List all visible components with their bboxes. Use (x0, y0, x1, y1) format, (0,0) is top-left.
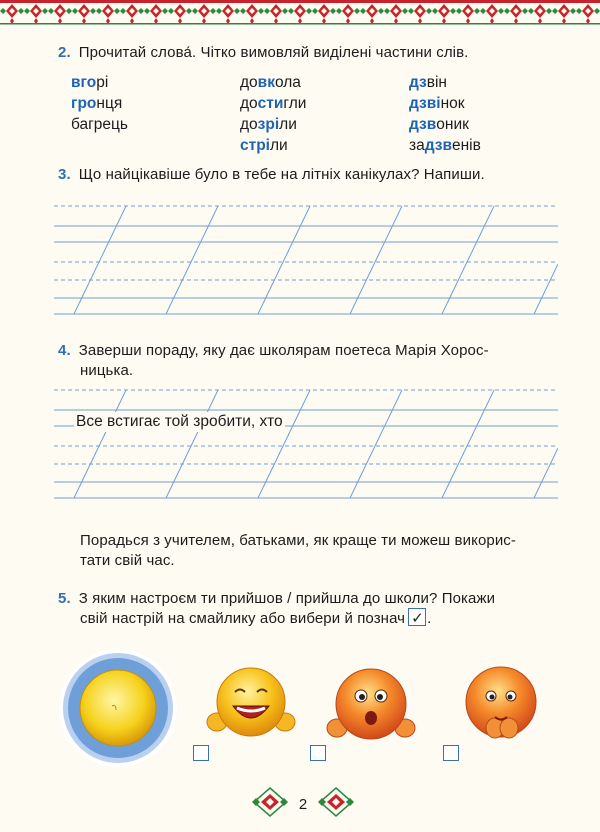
task5-text-1: З яким настроєм ти прийшов / прийшла до школи? Покажи (78, 590, 496, 607)
word-part: ола (274, 74, 301, 91)
task4-number: 4. (58, 342, 71, 359)
word-part: до (240, 116, 258, 133)
word-item (409, 93, 481, 114)
highlighted-syllable: зрі (257, 116, 280, 133)
task3-instruction: Що найцікавіше було в тебе на літніх канікулах? Напиши. (78, 166, 485, 183)
word-part: енів (452, 137, 481, 154)
word-item (240, 93, 306, 114)
word-part: гли (283, 95, 307, 112)
page-number: 2 (298, 796, 308, 813)
task2-instruction: Прочитай слова́. Чітко вимовляй виділені частини слів. (78, 44, 469, 61)
word-part: багрець (71, 116, 128, 133)
word-part: він (426, 74, 447, 91)
word-item (240, 135, 306, 156)
word-part: до (240, 95, 258, 112)
surprised-smiley-icon (325, 662, 417, 748)
advice-line2: тати свій час. (80, 552, 175, 569)
checkbox-laughing[interactable] (193, 745, 209, 761)
example-checkbox (408, 608, 426, 626)
highlighted-syllable: дз (409, 74, 427, 91)
word-column-3 (409, 72, 481, 156)
shy-smiley-icon (455, 662, 547, 748)
highlighted-syllable: сти (257, 95, 284, 112)
task3-number: 3. (58, 166, 71, 183)
top-ornament-border (0, 0, 600, 26)
checkbox-surprised[interactable] (310, 745, 326, 761)
task2-instruction-line (58, 42, 468, 64)
word-column-1 (71, 72, 128, 135)
task3-writing-area[interactable] (54, 196, 558, 322)
highlighted-syllable: стрі (240, 137, 270, 154)
task3-instruction-line (58, 164, 485, 186)
word-part: до (240, 74, 258, 91)
word-item (71, 114, 128, 135)
task4-instruction-line1 (58, 340, 489, 362)
highlighted-syllable: вк (257, 74, 275, 91)
word-part: за (409, 137, 425, 154)
task5-line2: свій настрій на смайлику або вибери й познач ✓ . (80, 609, 432, 627)
task4-writing-area[interactable] (54, 380, 558, 506)
word-part: рі (96, 74, 109, 91)
task5-line1 (58, 588, 495, 610)
highlighted-syllable: дзв (424, 137, 452, 154)
word-part: нок (440, 95, 465, 112)
highlighted-syllable: гро (71, 95, 97, 112)
highlighted-syllable: дзв (409, 116, 437, 133)
task4-instruction-line2: ницька. (80, 362, 134, 379)
blank-smiley-circle[interactable] (58, 648, 178, 768)
laughing-smiley-icon (205, 662, 297, 744)
task5-text-2: свій настрій на смайлику або вибери й познач (80, 610, 406, 627)
word-item (71, 72, 128, 93)
advice-sentence-start: Все встигає той зробити, хто (76, 413, 283, 430)
check-mark-icon: ✓ (411, 609, 424, 627)
bottom-ornament-left (250, 786, 290, 818)
highlighted-syllable: дзві (409, 95, 441, 112)
checkbox-shy[interactable] (443, 745, 459, 761)
word-part: нця (96, 95, 123, 112)
task2-number: 2. (58, 44, 71, 61)
word-item (240, 114, 306, 135)
word-column-2 (240, 72, 306, 156)
word-item (409, 72, 481, 93)
word-item (409, 135, 481, 156)
word-part: оник (436, 116, 469, 133)
word-item (240, 72, 306, 93)
task4-instruction-1: Заверши пораду, яку дає школярам поетеса Марія Хорос- (78, 342, 489, 359)
word-part: ли (279, 116, 297, 133)
word-item (71, 93, 128, 114)
advice-line1: Порадься з учителем, батьками, як краще ти можеш викорис- (80, 532, 516, 549)
highlighted-syllable: вго (71, 74, 97, 91)
word-part: ли (270, 137, 288, 154)
task5-number: 5. (58, 590, 71, 607)
word-item (409, 114, 481, 135)
bottom-ornament-right (316, 786, 356, 818)
